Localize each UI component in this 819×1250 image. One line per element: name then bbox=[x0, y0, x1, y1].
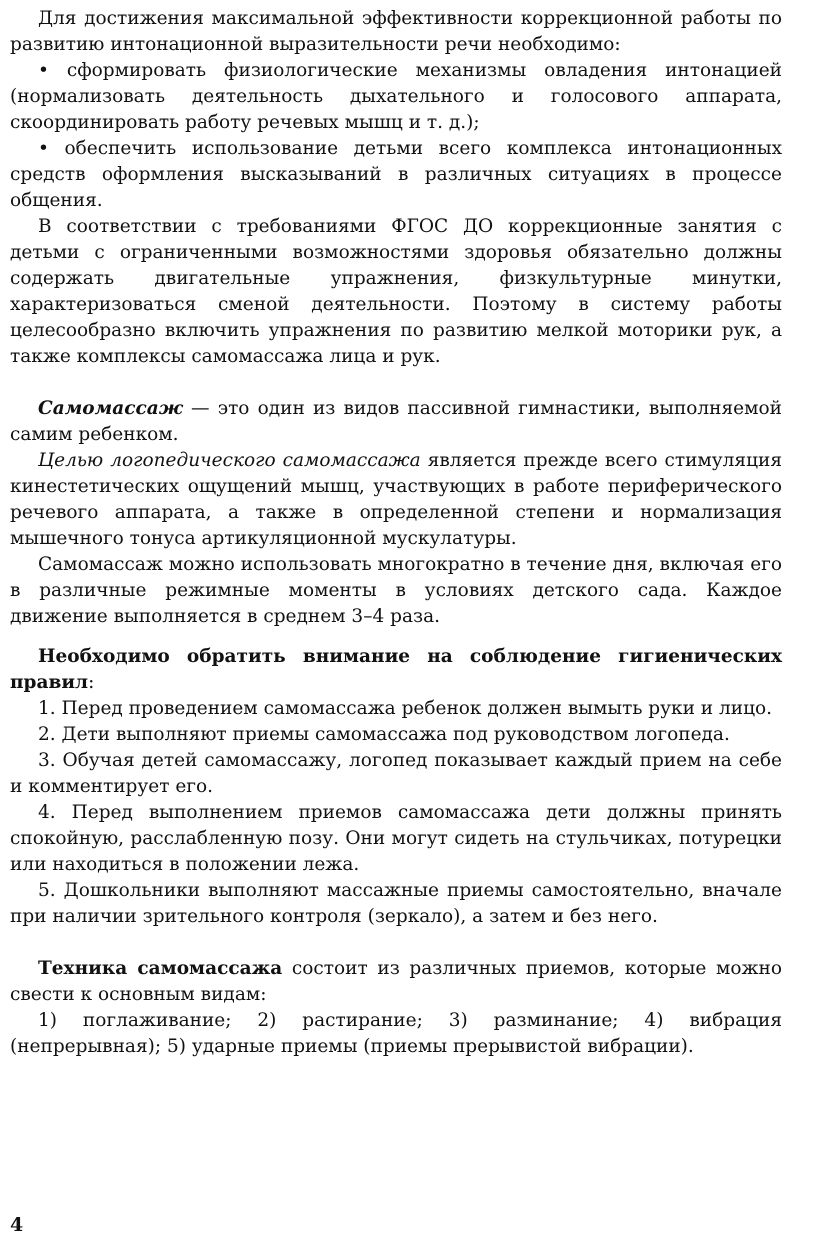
page-number: 4 bbox=[10, 1214, 24, 1236]
technique-paragraph bbox=[10, 956, 782, 1008]
definition-term: Самомассаж bbox=[38, 398, 183, 419]
intro-bullet: • обеспечить использование детьми всего комплекса интонационных средств оформления высказываний в различных ситуациях в процессе общения. bbox=[10, 138, 782, 211]
goal-paragraph bbox=[10, 448, 782, 552]
hygiene-heading-colon: : bbox=[88, 672, 95, 693]
goal-term: Целью логопедического самомассажа bbox=[38, 450, 421, 471]
technique-text: состоит из различных приемов, которые можно свести к основным видам: bbox=[10, 958, 782, 1005]
technique-term: Техника самомассажа bbox=[38, 958, 283, 979]
hygiene-rule: 5. Дошкольники выполняют массажные приемы самостоятельно, вначале при наличии зрительного контроля (зеркало), а затем и без него. bbox=[10, 880, 782, 927]
intro-paragraph: Для достижения максимальной эффективности коррекционной работы по развитию интонационной выразительности речи необходимо: bbox=[10, 8, 782, 55]
hygiene-rule: 2. Дети выполняют приемы самомассажа под руководством логопеда. bbox=[38, 724, 730, 745]
technique-list: 1) поглаживание; 2) растирание; 3) разминание; 4) вибрация (непрерывная); 5) ударные приемы (приемы прерывистой вибрации). bbox=[10, 1010, 782, 1057]
hygiene-heading bbox=[10, 644, 782, 696]
goal-text: является прежде всего стимуляция кинестетических ощущений мышц, участвующих в работе периферического речевого аппарата, а также в определенной степени и нормализация мышечного тонуса артикуляционной мускулатуры. bbox=[10, 450, 782, 549]
fgos-paragraph: В соответствии с требованиями ФГОС ДО коррекционные занятия с детьми с ограниченными возможностями здоровья обязательно должны содержать двигательные упражнения, физкультурные минутки, характеризоваться сменой деятельности. Поэтому в систему работы целесообразно включить упражнения по развитию мелкой моторики рук, а также комплексы самомассажа лица и рук. bbox=[10, 216, 782, 367]
hygiene-rule: 1. Перед проведением самомассажа ребенок должен вымыть руки и лицо. bbox=[38, 698, 772, 719]
usage-paragraph: Самомассаж можно использовать многократно в течение дня, включая его в различные режимные моменты в условиях детского сада. Каждое движение выполняется в среднем 3–4 раза. bbox=[10, 554, 782, 627]
hygiene-rule: 4. Перед выполнением приемов самомассажа дети должны принять спокойную, расслабленную позу. Они могут сидеть на стульчиках, потурецки или находиться в положении лежа. bbox=[10, 802, 782, 875]
intro-bullet: • сформировать физиологические механизмы овладения интонацией (нормализовать деятельность дыхательного и голосового аппарата, скоординировать работу речевых мышц и т. д.); bbox=[10, 60, 782, 133]
definition-paragraph bbox=[10, 396, 782, 448]
document-page bbox=[10, 6, 782, 1060]
definition-text: — это один из видов пассивной гимнастики, выполняемой самим ребенком. bbox=[10, 398, 782, 445]
hygiene-rule: 3. Обучая детей самомассажу, логопед показывает каждый прием на себе и комментирует его. bbox=[10, 750, 782, 797]
hygiene-heading-text: Необходимо обратить внимание на соблюдение гигиенических правил bbox=[10, 646, 782, 693]
